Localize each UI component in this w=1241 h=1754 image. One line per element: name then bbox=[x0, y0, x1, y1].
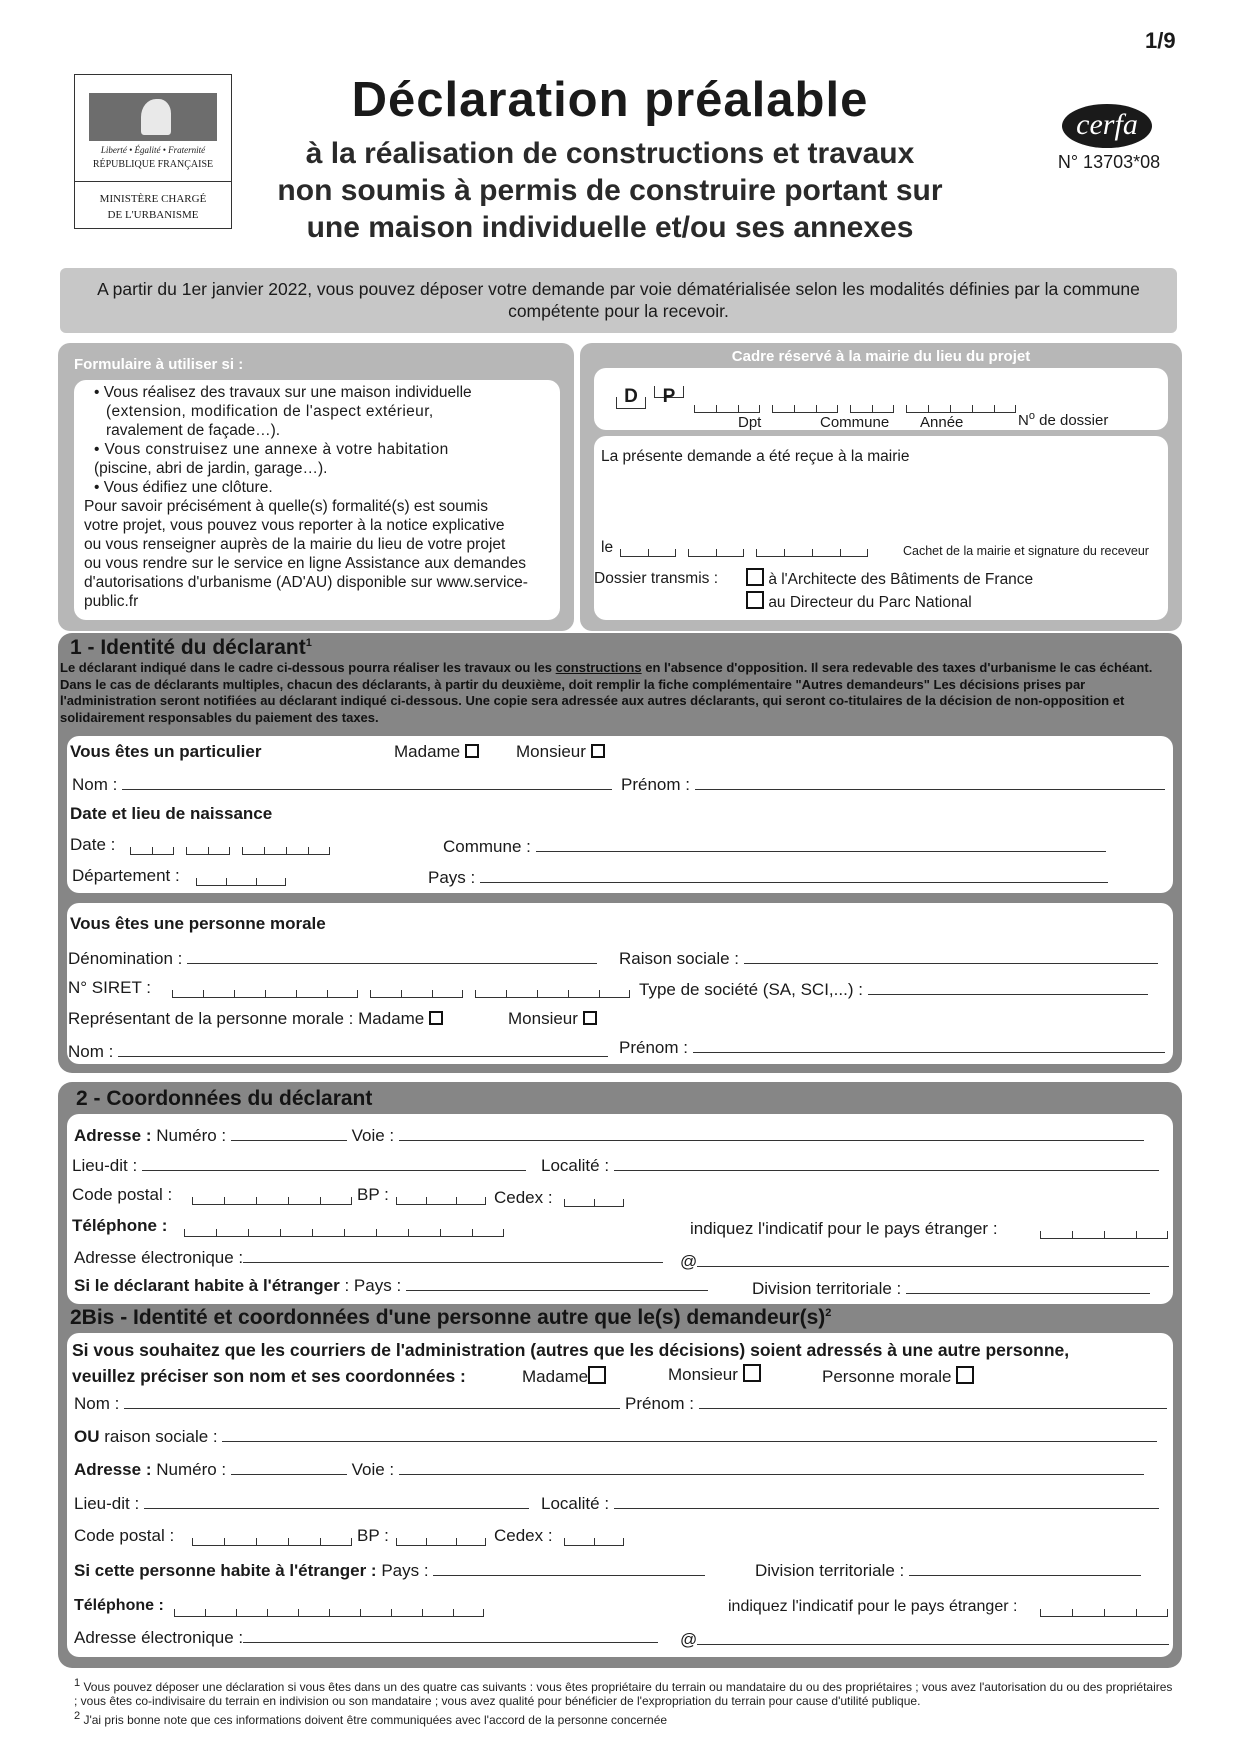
numero-label: Numéro : bbox=[156, 1126, 227, 1145]
s2b-bp-label: BP : bbox=[357, 1526, 389, 1545]
logo-ministere-1: MINISTÈRE CHARGÉ bbox=[99, 193, 207, 205]
s2b-numero-label: Numéro : bbox=[156, 1460, 227, 1479]
parc-checkbox[interactable] bbox=[746, 591, 764, 609]
tel-label: Téléphone : bbox=[72, 1216, 168, 1235]
cedex-boxes[interactable] bbox=[564, 1194, 636, 1212]
date-label: Date : bbox=[70, 835, 116, 854]
footnote-1: $^1$ Vous pouvez déposer une déclaration si vous êtes dans un des quatre cas suivants : vous êtes propriétaire du terrain ou mandataire du ou des propriétaires ; vous avez l'autorisation du ou des propriétaires ; vous êtes co-indivisaire du terrain en indivision ou son mandataire ; vous avez qualité pour bénéficier de l'expropriation du terrain pour cause d'utilité publique. bbox=[74, 1677, 1173, 1708]
s2b-bp-boxes[interactable] bbox=[396, 1533, 498, 1551]
madame-label: Madame bbox=[394, 742, 461, 761]
logo-devise: Liberté • Égalité • Fraternité bbox=[100, 145, 206, 155]
abf-checkbox[interactable] bbox=[746, 568, 764, 586]
logo-ministere-2: DE L'URBANISME bbox=[107, 209, 199, 221]
bp-boxes[interactable] bbox=[396, 1192, 498, 1210]
birth-date-boxes[interactable] bbox=[130, 842, 342, 860]
lieudit-label: Lieu-dit : bbox=[72, 1156, 138, 1175]
info-banner: A partir du 1er janvier 2022, vous pouvez déposer votre demande par voie dématérialisée selon les modalités définies par la commune compétente pour la recevoir. bbox=[60, 268, 1177, 333]
s2b-monsieur-checkbox[interactable] bbox=[743, 1364, 761, 1382]
s2b-raison-field[interactable] bbox=[222, 1425, 1157, 1442]
ou-label: OU bbox=[74, 1427, 100, 1446]
s2b-numero-field[interactable] bbox=[231, 1458, 347, 1475]
numero-field[interactable] bbox=[231, 1124, 347, 1141]
voie-field[interactable] bbox=[399, 1124, 1144, 1141]
indicatif-boxes[interactable] bbox=[1040, 1226, 1180, 1244]
s2b-division-field[interactable] bbox=[909, 1559, 1141, 1576]
dpt-label: Dpt bbox=[738, 414, 762, 431]
tel-boxes[interactable] bbox=[184, 1224, 516, 1242]
cp-label: Code postal : bbox=[72, 1185, 173, 1204]
section-1-title: 1 - Identité du déclarant$^1$ bbox=[70, 636, 312, 659]
mairie-title: Cadre réservé à la mairie du lieu du projet bbox=[731, 348, 1031, 365]
s2b-morale-label: Personne morale bbox=[822, 1367, 952, 1386]
reception-date-boxes bbox=[620, 544, 880, 562]
page-number: 1/9 bbox=[1145, 28, 1176, 53]
email-label: Adresse électronique : bbox=[74, 1248, 244, 1267]
nom-field[interactable] bbox=[122, 773, 612, 790]
departement-label: Département : bbox=[72, 866, 180, 885]
s2b-tel-boxes[interactable] bbox=[174, 1604, 496, 1622]
s2b-lieudit-label: Lieu-dit : bbox=[74, 1494, 140, 1513]
email-domain-field[interactable] bbox=[697, 1250, 1169, 1267]
footnote-2: $^2$ J'ai pris bonne note que ces informations doivent être communiquées avec l'accord de la personne concernée bbox=[74, 1710, 668, 1727]
denomination-label: Dénomination : bbox=[68, 949, 183, 968]
s2b-intro-1: Si vous souhaitez que les courriers de l'administration (autres que les décisions) soient adressés à une autre personne, bbox=[72, 1340, 1070, 1360]
form-subtitle bbox=[230, 135, 990, 246]
section-1-intro: Le déclarant indiqué dans le cadre ci-dessous pourra réaliser les travaux ou les constructions en l'absence d'opposition. Il sera redevable des taxes d'urbanisme le cas échéant. Dans le cas de déclarants multiples, chacun des déclarants, à partir du deuxième, doit remplir la fiche complémentaire "Autres demandeurs" Les décisions prises par l'administration seront notifiées au déclarant indiqué ci-dessous. Une copie sera adressée aux autres déclarants, qui seront co-titulaires de la décision de non-opposition et solidairement responsables du paiement des taxes. bbox=[60, 660, 1153, 725]
recue-text: La présente demande a été reçue à la mairie bbox=[601, 448, 910, 465]
prenom-field[interactable] bbox=[695, 773, 1165, 790]
s2b-pays-field[interactable] bbox=[433, 1559, 705, 1576]
rep-nom-label: Nom : bbox=[68, 1042, 114, 1061]
departement-boxes[interactable] bbox=[196, 873, 298, 891]
pays-field[interactable] bbox=[480, 866, 1108, 883]
section-2-title: 2 - Coordonnées du déclarant bbox=[76, 1087, 373, 1110]
cachet-label: Cachet de la mairie et signature du receveur bbox=[903, 544, 1149, 558]
section-2bis-title: 2Bis - Identité et coordonnées d'une personne autre que le(s) $demandeur(s)^2$ bbox=[70, 1306, 832, 1329]
s2b-nom-field[interactable] bbox=[124, 1392, 620, 1409]
rep-nom-field[interactable] bbox=[118, 1040, 608, 1057]
denomination-field[interactable] bbox=[187, 947, 597, 964]
s2b-raison-label: raison sociale : bbox=[104, 1427, 218, 1446]
naissance-heading: Date et lieu de naissance bbox=[70, 804, 273, 823]
division-field[interactable] bbox=[906, 1277, 1150, 1294]
usage-text: • Vous réalisez des travaux sur une maison individuelle (extension, modification de l'aspect extérieur, ravalement de façade…). • Vous construisez une annexe à votre habitation (piscine, abri de jardin, garage…). • Vous édifiez une clôture. Pour savoir précisément à quelle(s) formalité(s) est soumis votre projet, vous pouvez vous reporter à la notice explicative ou vous renseigner auprès de la mairie du lieu de votre projet ou vous rendre sur le service en ligne Assistance aux demandes d'autorisations d'urbanisme (AD'AU) disponible sur www.service- public.fr bbox=[84, 384, 528, 610]
s2b-cedex-boxes[interactable] bbox=[564, 1533, 636, 1551]
indicatif-label: indiquez l'indicatif pour le pays étranger : bbox=[690, 1219, 998, 1238]
cedex-label: Cedex : bbox=[494, 1188, 553, 1207]
pays-label: Pays : bbox=[428, 868, 476, 887]
s2b-at-sign: @ bbox=[680, 1630, 698, 1649]
cerfa-number: N° 13703*08 bbox=[1057, 152, 1161, 172]
no-dossier-label: $N^o$ de dossier bbox=[1018, 410, 1109, 429]
s2b-madame-checkbox[interactable] bbox=[588, 1366, 606, 1384]
subtitle-line-2: non soumis à permis de construire portant sur bbox=[277, 174, 943, 207]
s2b-monsieur-label: Monsieur bbox=[668, 1365, 738, 1384]
s2b-nom-label: Nom : bbox=[74, 1394, 120, 1413]
cerfa-logo: cerfa bbox=[1062, 104, 1152, 148]
s2b-madame-label: Madame bbox=[522, 1367, 589, 1386]
bp-label: BP : bbox=[357, 1185, 389, 1204]
rep-prenom-field[interactable] bbox=[693, 1036, 1165, 1053]
pays-etranger-field[interactable] bbox=[406, 1274, 708, 1291]
s2b-division-label: Division territoriale : bbox=[755, 1561, 905, 1580]
s2b-adresse-label: Adresse : bbox=[74, 1460, 152, 1479]
monsieur-checkbox[interactable] bbox=[591, 744, 605, 758]
rep-prenom-label: Prénom : bbox=[619, 1038, 688, 1057]
s2b-indicatif-boxes[interactable] bbox=[1040, 1604, 1180, 1622]
nom-label: Nom : bbox=[72, 775, 118, 794]
representant-label: Représentant de la personne morale : Madame bbox=[68, 1009, 425, 1028]
dp-d: D bbox=[616, 397, 646, 409]
email-local-field[interactable] bbox=[243, 1246, 663, 1263]
at-sign: @ bbox=[680, 1252, 698, 1271]
prenom-label: Prénom : bbox=[621, 775, 690, 794]
annee-label: Année bbox=[920, 414, 964, 431]
s2b-cp-boxes[interactable] bbox=[192, 1533, 364, 1551]
ministry-logo bbox=[74, 74, 232, 229]
adresse-label: Adresse : bbox=[74, 1126, 152, 1145]
particulier-heading: Vous êtes un particulier bbox=[70, 742, 262, 761]
s2b-cedex-label: Cedex : bbox=[494, 1526, 553, 1545]
s2b-localite-label: Localité : bbox=[541, 1494, 610, 1513]
s2b-intro-2: veuillez préciser son nom et ses coordonnées : bbox=[72, 1366, 466, 1386]
voie-label: Voie : bbox=[351, 1126, 395, 1145]
lieudit-field[interactable] bbox=[142, 1154, 526, 1171]
division-label: Division territoriale : bbox=[752, 1279, 902, 1298]
s2b-voie-label: Voie : bbox=[351, 1460, 395, 1479]
localite-label: Localité : bbox=[541, 1156, 610, 1175]
s2b-prenom-label: Prénom : bbox=[625, 1394, 694, 1413]
rep-monsieur-checkbox[interactable] bbox=[583, 1011, 597, 1025]
monsieur-label: Monsieur bbox=[516, 742, 586, 761]
morale-heading: Vous êtes une personne morale bbox=[70, 914, 326, 933]
rep-monsieur-label: Monsieur bbox=[508, 1009, 578, 1028]
s2b-cp-label: Code postal : bbox=[74, 1526, 175, 1545]
s2b-indicatif-label: indiquez l'indicatif pour le pays étranger : bbox=[728, 1598, 1018, 1615]
etranger-label: Si le déclarant habite à l'étranger bbox=[74, 1276, 340, 1295]
subtitle-line-1: à la réalisation de constructions et travaux bbox=[305, 137, 915, 170]
logo-republique: RÉPUBLIQUE FRANÇAISE bbox=[92, 159, 214, 170]
parc-label: au Directeur du Parc National bbox=[768, 594, 972, 611]
type-field[interactable] bbox=[868, 978, 1148, 995]
madame-checkbox[interactable] bbox=[465, 744, 479, 758]
type-label: Type de société (SA, SCI,...) : bbox=[639, 980, 863, 999]
dp-p: P bbox=[654, 386, 684, 398]
siret-label: N° SIRET : bbox=[68, 978, 151, 997]
pays-etranger-label: : Pays : bbox=[344, 1276, 402, 1295]
s2b-email-label: Adresse électronique : bbox=[74, 1628, 244, 1647]
commune-birth-field[interactable] bbox=[536, 835, 1106, 852]
s2b-email-local-field[interactable] bbox=[243, 1626, 658, 1643]
subtitle-line-3: une maison individuelle et/ou ses annexes bbox=[306, 211, 914, 244]
marianne-icon bbox=[89, 93, 217, 141]
form-title: Déclaration préalable bbox=[351, 73, 869, 127]
usage-title: Formulaire à utiliser si : bbox=[74, 356, 244, 373]
rep-madame-checkbox[interactable] bbox=[429, 1011, 443, 1025]
s2b-etranger-label: Si cette personne habite à l'étranger : bbox=[74, 1561, 377, 1580]
siret-boxes[interactable] bbox=[172, 985, 642, 1003]
s2b-tel-label: Téléphone : bbox=[74, 1597, 164, 1614]
s2b-email-domain-field[interactable] bbox=[697, 1628, 1169, 1645]
s2b-lieudit-field[interactable] bbox=[144, 1492, 529, 1509]
s2b-voie-field[interactable] bbox=[399, 1458, 1144, 1475]
commune-label: Commune bbox=[820, 414, 890, 431]
s2b-localite-field[interactable] bbox=[614, 1492, 1159, 1509]
s2b-pays-label: Pays : bbox=[381, 1561, 429, 1580]
cp-boxes[interactable] bbox=[192, 1192, 364, 1210]
abf-label: à l'Architecte des Bâtiments de France bbox=[768, 571, 1034, 588]
raison-label: Raison sociale : bbox=[619, 949, 740, 968]
transmis-label: Dossier transmis : bbox=[594, 570, 719, 587]
le-label: le bbox=[601, 539, 614, 556]
raison-field[interactable] bbox=[744, 947, 1158, 964]
commune-birth-label: Commune : bbox=[443, 837, 531, 856]
s2b-morale-checkbox[interactable] bbox=[956, 1366, 974, 1384]
s2b-prenom-field[interactable] bbox=[699, 1392, 1167, 1409]
localite-field[interactable] bbox=[614, 1154, 1159, 1171]
